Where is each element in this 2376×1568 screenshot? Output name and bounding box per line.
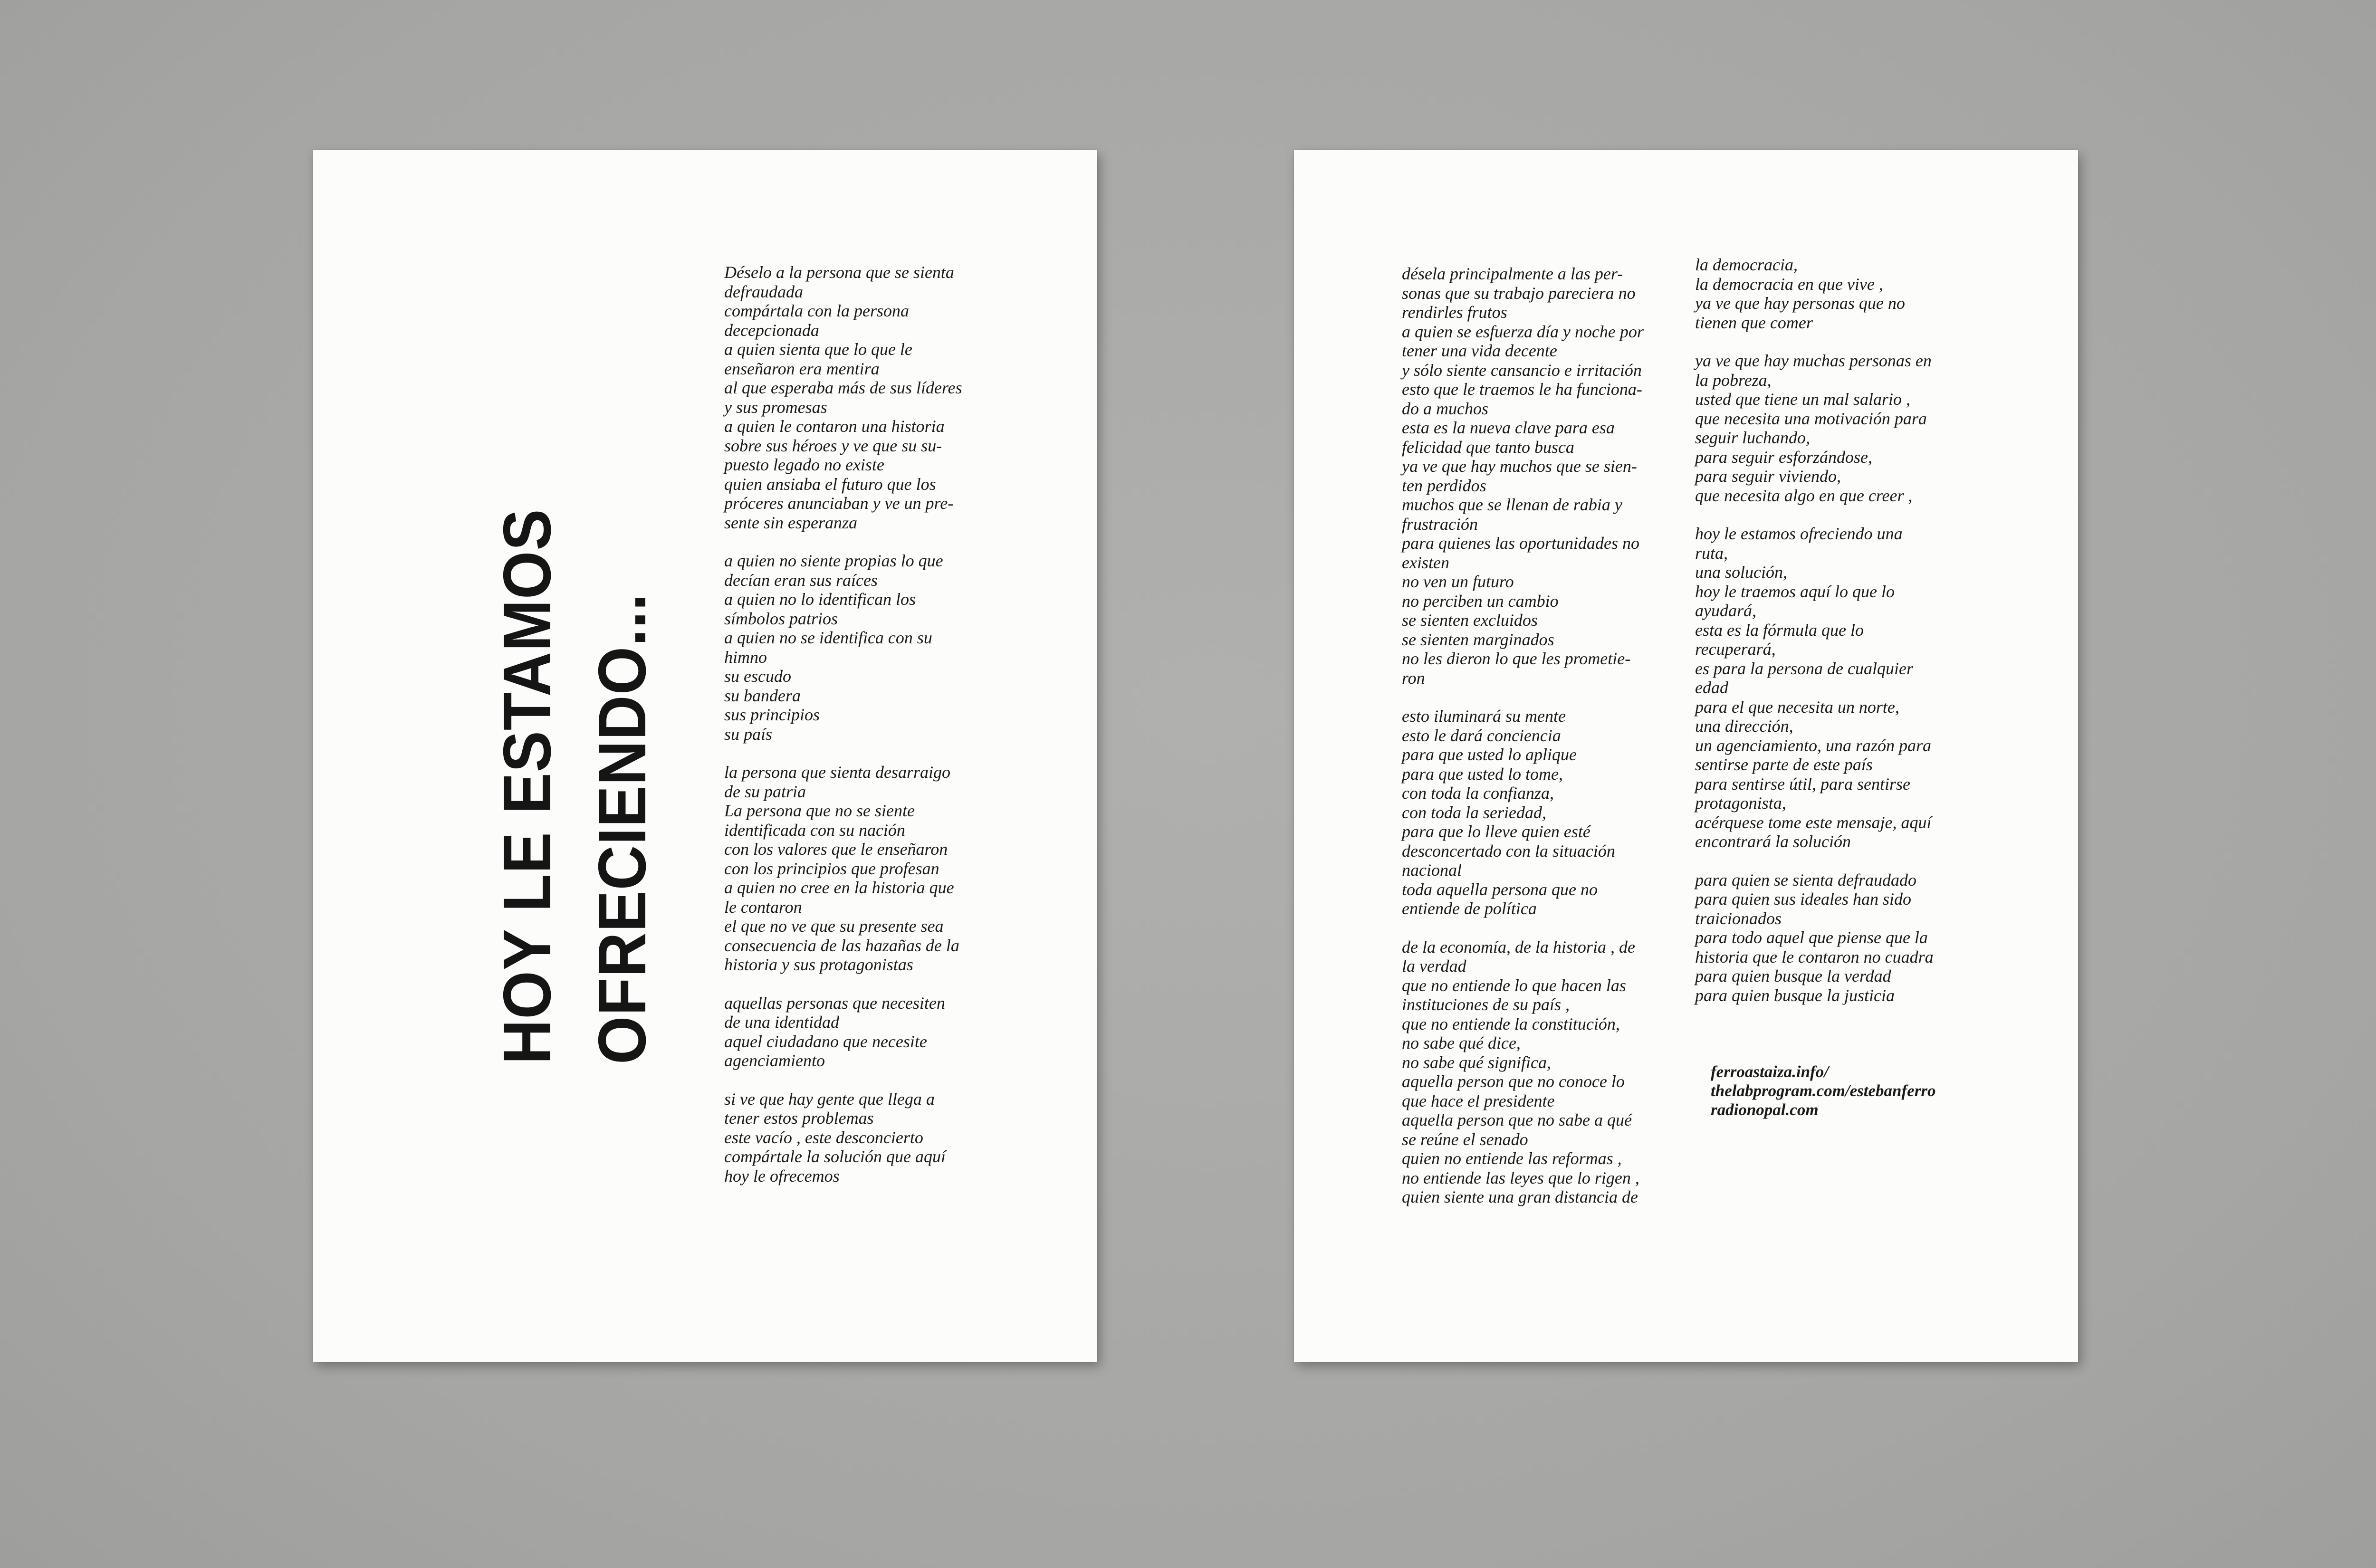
text-line: ron: [1402, 668, 1425, 688]
text-line: traicionados: [1695, 908, 1782, 928]
text-line: quien ansiaba el futuro que los: [724, 474, 936, 494]
text-line: a quien se esfuerza día y noche por: [1402, 322, 1644, 341]
left-page-stanza: [724, 551, 1019, 744]
text-line: el que no ve que su presente sea: [724, 917, 944, 936]
text-line: quien no entiende las reformas ,: [1402, 1149, 1622, 1168]
text-line: con toda la seriedad,: [1402, 803, 1546, 822]
text-line: himno: [724, 647, 767, 667]
text-line: una solución,: [1695, 563, 1787, 582]
text-line: toda aquella persona que no: [1402, 880, 1598, 899]
text-line: se reúne el senado: [1402, 1129, 1528, 1149]
text-line: la democracia en que vive ,: [1695, 274, 1883, 294]
text-line: Déselo a la persona que se sienta: [724, 263, 954, 282]
text-line: su bandera: [724, 686, 801, 705]
text-line: no sabe qué dice,: [1402, 1033, 1521, 1052]
text-line: felicidad que tanto busca: [1402, 437, 1574, 457]
text-line: no entiende las leyes que lo rigen ,: [1402, 1168, 1639, 1187]
text-line: para que usted lo aplique: [1402, 745, 1577, 764]
text-line: instituciones de su país ,: [1402, 995, 1570, 1014]
text-line: y sólo siente cansancio e irritación: [1402, 360, 1642, 380]
text-line: frustración: [1402, 514, 1478, 534]
text-line: usted que tiene un mal salario ,: [1695, 390, 1910, 409]
text-line: que no entiende la constitución,: [1402, 1014, 1620, 1033]
left-page-stanza: [724, 994, 1019, 1071]
right-page-text-column-2: [1695, 255, 1999, 1024]
text-line: para quien sus ideales han sido: [1695, 889, 1911, 908]
text-line: ya ve que hay personas que no: [1695, 294, 1905, 313]
text-line: esto iluminará su mente: [1402, 707, 1566, 726]
right-page-col1-stanza: [1402, 937, 1706, 1207]
text-line: decían eran sus raíces: [724, 570, 878, 590]
left-page-stanza: [724, 1090, 1019, 1186]
text-line: de la economía, de la historia , de: [1402, 937, 1635, 956]
text-line: puesto legado no existe: [724, 455, 884, 474]
text-line: protagonista,: [1695, 794, 1786, 813]
text-line: se sienten marginados: [1402, 630, 1554, 649]
text-line: defraudada: [724, 282, 803, 301]
text-line: désela principalmente a las per-: [1402, 264, 1623, 283]
text-line: si ve que hay gente que llega a: [724, 1089, 935, 1109]
text-line: a quien no se identifica con su: [724, 628, 932, 647]
text-line: sonas que su trabajo pareciera no: [1402, 283, 1636, 303]
text-line: identificada con su nación: [724, 820, 905, 840]
text-line: a quien no cree en la historia que: [724, 878, 954, 897]
text-line: aquellas personas que necesiten: [724, 993, 945, 1013]
text-line: de su patria: [724, 782, 806, 801]
website-link[interactable]: radionopal.com: [1711, 1100, 1819, 1119]
text-line: desconcertado con la situación: [1402, 841, 1615, 860]
text-line: no sabe qué significa,: [1402, 1052, 1551, 1072]
text-line: con los principios que profesan: [724, 859, 939, 878]
right-page-col1-stanza: [1402, 707, 1706, 918]
text-line: existen: [1402, 553, 1449, 572]
text-line: ya ve que hay muchas personas en: [1695, 351, 1932, 370]
text-line: seguir luchando,: [1695, 428, 1810, 447]
text-line: nacional: [1402, 860, 1462, 880]
text-line: muchos que se llenan de rabia y: [1402, 495, 1622, 514]
text-line: esta es la fórmula que lo: [1695, 620, 1864, 640]
right-page-text-column-1: [1402, 264, 1706, 1226]
text-line: para quienes las oportunidades no: [1402, 534, 1639, 553]
text-line: encontrará la solución: [1695, 832, 1851, 851]
text-line: un agenciamiento, una razón para: [1695, 736, 1931, 755]
text-line: con toda la confianza,: [1402, 784, 1554, 803]
text-line: al que esperaba más de sus líderes: [724, 378, 962, 397]
text-line: a quien no siente propias lo que: [724, 551, 943, 570]
text-line: recuperará,: [1695, 640, 1776, 659]
text-line: tener estos problemas: [724, 1109, 874, 1128]
text-line: su escudo: [724, 667, 791, 686]
text-line: una dirección,: [1695, 717, 1793, 736]
text-line: no perciben un cambio: [1402, 591, 1559, 611]
text-line: sente sin esperanza: [724, 513, 857, 532]
text-line: que hace el presidente: [1402, 1091, 1555, 1110]
text-line: a quien le contaron una historia: [724, 417, 945, 436]
text-line: hoy le estamos ofreciendo una: [1695, 524, 1903, 543]
text-line: hoy le ofrecemos: [724, 1166, 840, 1186]
text-line: que necesita una motivación para: [1695, 409, 1927, 428]
text-line: compártala con la persona: [724, 301, 909, 320]
text-line: decepcionada: [724, 320, 819, 340]
text-line: que necesita algo en que creer ,: [1695, 486, 1913, 505]
text-line: para el que necesita un norte,: [1695, 697, 1899, 717]
text-line: a quien sienta que lo que le: [724, 340, 912, 359]
text-line: ruta,: [1695, 543, 1728, 563]
text-line: entiende de política: [1402, 899, 1537, 918]
text-line: do a muchos: [1402, 399, 1488, 418]
left-page-stanza: [724, 763, 1019, 975]
text-line: La persona que no se siente: [724, 801, 915, 820]
rotated-headline: [480, 428, 670, 1064]
headline-line-2: OFRECIENDO...: [584, 593, 660, 1064]
text-line: a quien no lo identifican los: [724, 590, 916, 609]
text-line: para seguir viviendo,: [1695, 467, 1841, 486]
text-line: tener una vida decente: [1402, 341, 1557, 360]
text-line: la pobreza,: [1695, 370, 1772, 390]
text-line: este vacío , este desconcierto: [724, 1128, 923, 1147]
text-line: y sus promesas: [724, 397, 827, 417]
text-line: para quien se sienta defraudado: [1695, 870, 1916, 889]
text-line: le contaron: [724, 897, 802, 917]
text-line: sus principios: [724, 705, 820, 724]
text-line: es para la persona de cualquier: [1695, 659, 1913, 678]
right-page-col2-stanza: [1695, 351, 1999, 505]
website-link[interactable]: ferroastaiza.info/: [1711, 1062, 1829, 1081]
text-line: sobre sus héroes y ve que su su-: [724, 436, 942, 455]
text-line: acérquese tome este mensaje, aquí: [1695, 813, 1932, 832]
text-line: ya ve que hay muchos que se sien-: [1402, 457, 1637, 476]
website-links: [1711, 1062, 1935, 1119]
text-line: aquel ciudadano que necesite: [724, 1032, 927, 1051]
text-line: rendirles frutos: [1402, 303, 1507, 322]
text-line: para sentirse útil, para sentirse: [1695, 774, 1911, 794]
text-line: historia que le contaron no cuadra: [1695, 947, 1934, 966]
text-line: para que usted lo tome,: [1402, 764, 1563, 784]
headline-line-1: HOY LE ESTAMOS: [489, 508, 565, 1064]
text-line: esto le dará conciencia: [1402, 726, 1561, 745]
right-page-col2-stanza: [1695, 255, 1999, 332]
text-line: hoy le traemos aquí lo que lo: [1695, 582, 1895, 601]
text-line: que no entiende lo que hacen las: [1402, 975, 1626, 995]
text-line: la democracia,: [1695, 255, 1798, 274]
left-page-text-column: [724, 263, 1019, 1205]
text-line: consecuencia de las hazañas de la: [724, 936, 959, 955]
left-page-stanza: [724, 263, 1019, 532]
text-line: aquella person que no sabe a qué: [1402, 1110, 1632, 1129]
text-line: quien siente una gran distancia de: [1402, 1187, 1638, 1206]
text-line: no ven un futuro: [1402, 572, 1514, 591]
text-line: de una identidad: [724, 1013, 839, 1032]
text-line: no les dieron lo que les prometie-: [1402, 649, 1631, 668]
text-line: próceres anunciaban y ve un pre-: [724, 494, 954, 513]
text-line: historia y sus protagonistas: [724, 955, 913, 974]
right-page-col1-stanza: [1402, 264, 1706, 688]
text-line: ten perdidos: [1402, 476, 1486, 495]
text-line: para todo aquel que piense que la: [1695, 928, 1928, 947]
text-line: la persona que sienta desarraigo: [724, 763, 950, 782]
text-line: la verdad: [1402, 956, 1466, 975]
text-line: con los valores que le enseñaron: [724, 840, 948, 859]
text-line: esta es la nueva clave para esa: [1402, 418, 1615, 437]
text-line: esto que le traemos le ha funciona-: [1402, 380, 1642, 399]
text-line: ayudará,: [1695, 601, 1756, 620]
text-line: edad: [1695, 678, 1728, 697]
website-link[interactable]: thelabprogram.com/estebanferro: [1711, 1081, 1936, 1100]
right-page-col2-stanza: [1695, 524, 1999, 851]
text-line: compártale la solución que aquí: [724, 1147, 946, 1166]
right-page-col2-stanza: [1695, 870, 1999, 1005]
text-line: para quien busque la justicia: [1695, 985, 1895, 1005]
text-line: su país: [724, 724, 773, 744]
text-line: enseñaron era mentira: [724, 359, 880, 378]
text-line: sentirse parte de este país: [1695, 755, 1873, 774]
text-line: para quien busque la verdad: [1695, 966, 1891, 985]
text-line: tienen que comer: [1695, 313, 1813, 332]
text-line: agenciamiento: [724, 1051, 825, 1070]
text-line: para seguir esforzándose,: [1695, 447, 1873, 467]
text-line: símbolos patrios: [724, 609, 838, 628]
text-line: para que lo lleve quien esté: [1402, 822, 1590, 841]
text-line: aquella person que no conoce lo: [1402, 1072, 1625, 1091]
text-line: se sienten excluidos: [1402, 611, 1538, 630]
